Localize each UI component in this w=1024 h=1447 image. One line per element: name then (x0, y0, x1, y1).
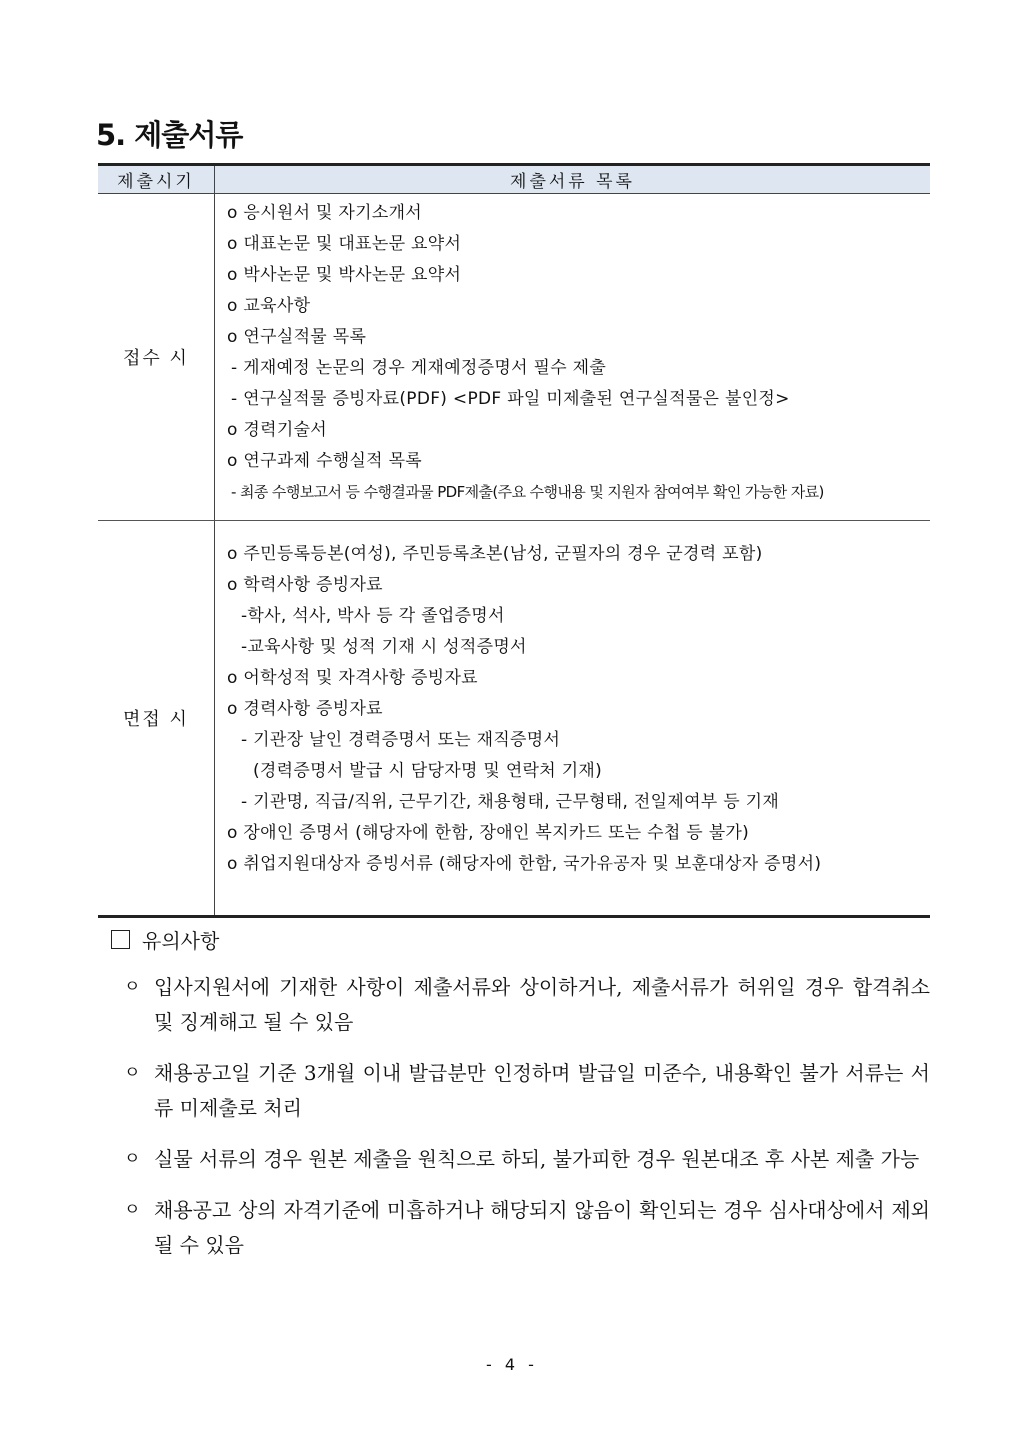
bullet-icon: ㅇ (124, 977, 141, 997)
note-text: 입사지원서에 기재한 사항이 제출서류와 상이하거나, 제출서류가 허위일 경우 합격취소 및 징계해고 될 수 있음 (154, 975, 930, 1034)
header-submission-time: 제출시기 (98, 165, 215, 194)
note-text: 채용공고일 기준 3개월 이내 발급분만 인정하며 발급일 미준수, 내용확인 불가 서류는 서류 미제출로 처리 (154, 1061, 930, 1120)
list-item: o 장애인 증명서 (해당자에 한함, 장애인 복지카드 또는 수첩 등 불가) (227, 823, 750, 843)
list-item: o 학력사항 증빙자료 (227, 575, 383, 595)
note-text: 채용공고 상의 자격기준에 미흡하거나 해당되지 않음이 확인되는 경우 심사대상에서 제외될 수 있음 (154, 1198, 930, 1257)
list-item: - 연구실적물 증빙자료(PDF) <PDF 파일 미제출된 연구실적물은 불인정> (231, 389, 790, 409)
list-item: -학사, 석사, 박사 등 각 졸업증명서 (241, 606, 505, 626)
checkbox-square-icon (111, 930, 130, 949)
notes-heading (111, 925, 219, 954)
table-header-row (98, 165, 930, 194)
page-number: - 4 - (486, 1355, 538, 1374)
list-item: o 연구실적물 목록 (227, 327, 367, 347)
bullet-icon: ㅇ (124, 1200, 141, 1220)
table-row (98, 521, 930, 917)
list-item: - 최종 수행보고서 등 수행결과물 PDF제출(주요 수행내용 및 지원자 참여여부 확인 가능한 자료) (231, 483, 824, 501)
list-item (124, 970, 930, 1040)
list-item: o 응시원서 및 자기소개서 (227, 203, 423, 223)
list-item: (경력증명서 발급 시 담당자명 및 연락처 기재) (253, 761, 603, 781)
document-list-interview (215, 521, 931, 917)
list-item: - 기관명, 직급/직위, 근무기간, 채용형태, 근무형태, 전일제여부 등 기재 (241, 792, 780, 812)
list-item (124, 1142, 930, 1177)
section-title: 5. 제출서류 (96, 118, 243, 152)
notes-list (124, 970, 930, 1279)
documents-table (98, 163, 930, 918)
document-list-application (215, 194, 931, 521)
bullet-icon: ㅇ (124, 1149, 141, 1169)
list-item: o 교육사항 (227, 296, 311, 316)
list-item: - 기관장 날인 경력증명서 또는 재직증명서 (241, 730, 561, 750)
table-row (98, 194, 930, 521)
list-item (124, 1193, 930, 1263)
submission-time-interview: 면접 시 (98, 521, 215, 917)
list-item: o 대표논문 및 대표논문 요약서 (227, 234, 462, 254)
list-item: o 경력기술서 (227, 420, 328, 440)
bullet-icon: ㅇ (124, 1063, 141, 1083)
list-item (124, 1056, 930, 1126)
list-item: o 연구과제 수행실적 목록 (227, 451, 423, 471)
list-item: o 어학성적 및 자격사항 증빙자료 (227, 668, 478, 688)
notes-heading-label: 유의사항 (142, 929, 220, 953)
submission-time-application: 접수 시 (98, 194, 215, 521)
header-document-list: 제출서류 목록 (215, 165, 931, 194)
list-item: - 게재예정 논문의 경우 게재예정증명서 필수 제출 (231, 358, 607, 378)
list-item: o 박사논문 및 박사논문 요약서 (227, 265, 462, 285)
note-text: 실물 서류의 경우 원본 제출을 원칙으로 하되, 불가피한 경우 원본대조 후 사본 제출 가능 (154, 1147, 920, 1171)
list-item: o 주민등록등본(여성), 주민등록초본(남성, 군필자의 경우 군경력 포함) (227, 544, 763, 564)
list-item: -교육사항 및 성적 기재 시 성적증명서 (241, 637, 527, 657)
list-item: o 취업지원대상자 증빙서류 (해당자에 한함, 국가유공자 및 보훈대상자 증명서) (227, 854, 822, 874)
list-item: o 경력사항 증빙자료 (227, 699, 383, 719)
